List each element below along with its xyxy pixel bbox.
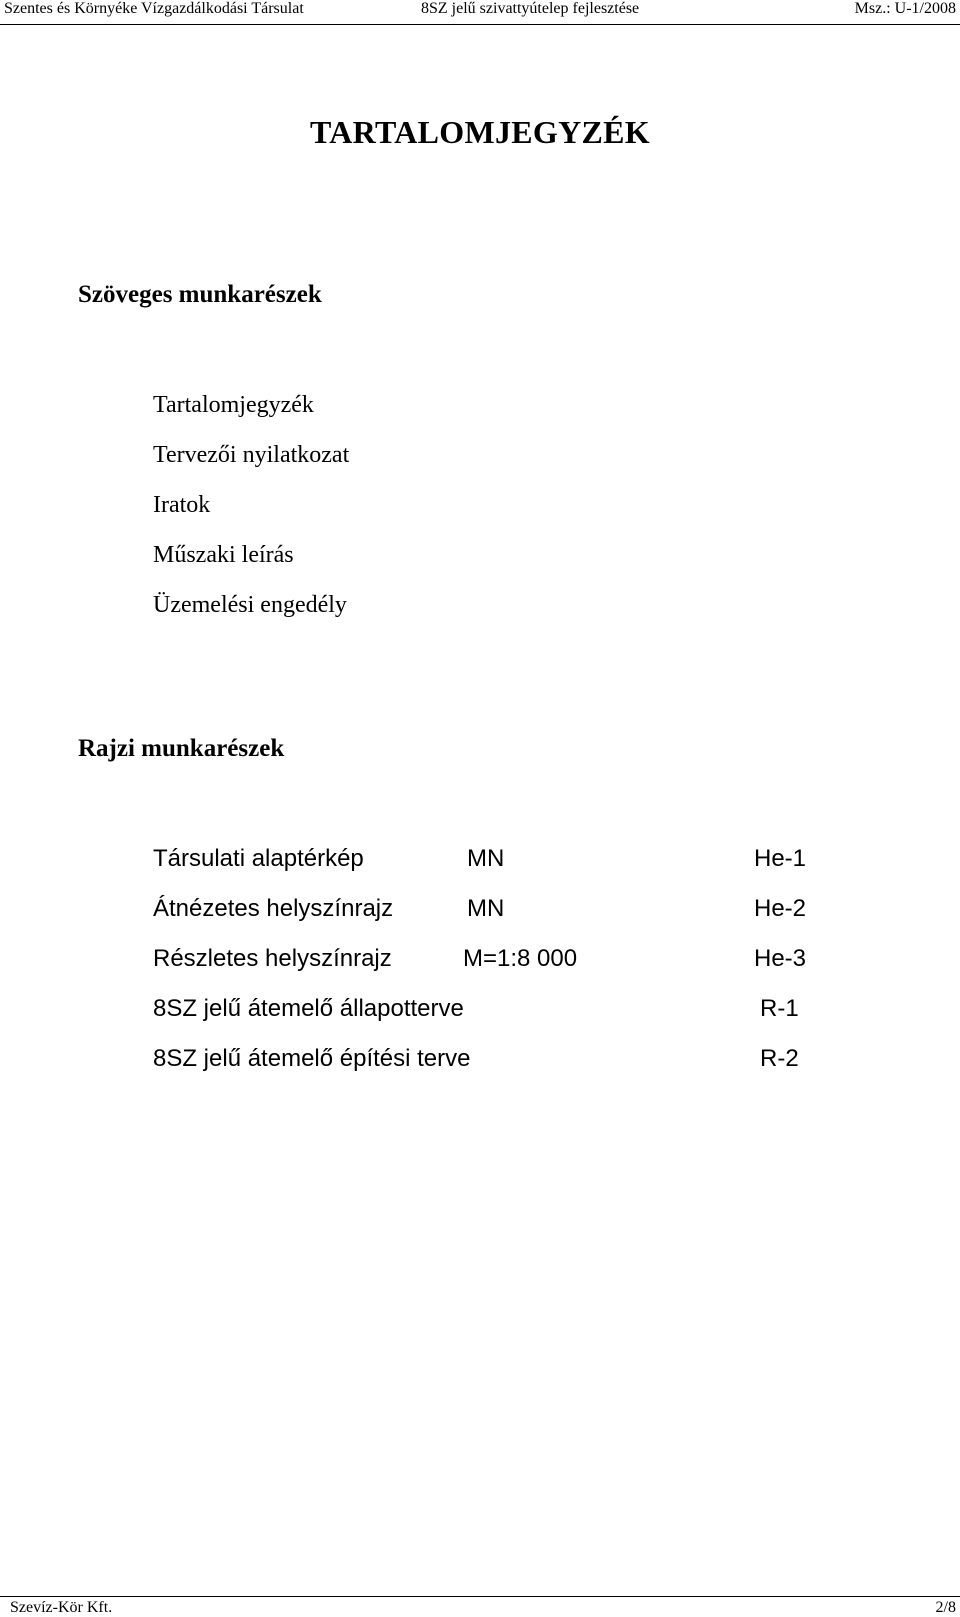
drawing-row <box>0 834 960 884</box>
drawing-row <box>0 934 960 984</box>
footer-page-number: 2/8 <box>935 1599 956 1616</box>
drawing-name: Társulati alaptérkép <box>153 845 364 872</box>
drawing-code: He-1 <box>754 845 807 872</box>
drawing-scale: MN <box>467 895 505 922</box>
page-footer <box>0 1596 960 1617</box>
drawing-row <box>0 984 960 1034</box>
drawing-name: 8SZ jelű átemelő építési terve <box>153 1045 471 1072</box>
drawing-name: Átnézetes helyszínrajz <box>153 895 394 922</box>
list-item: Üzemelési engedély <box>153 592 347 618</box>
drawing-code: R-1 <box>760 995 799 1022</box>
drawing-row <box>0 1034 960 1084</box>
drawing-scale: MN <box>467 845 505 872</box>
list-item: Tartalomjegyzék <box>153 392 314 418</box>
header-project-title: 8SZ jelű szivattyútelep fejlesztése <box>421 0 640 17</box>
drawing-code: He-2 <box>754 895 807 922</box>
footer-company: Szevíz-Kör Kft. <box>10 1599 113 1616</box>
text-section-list <box>153 380 349 630</box>
text-section-heading: Szöveges munkarészek <box>78 281 322 308</box>
drawing-section-heading: Rajzi munkarészek <box>78 735 285 762</box>
drawing-name: 8SZ jelű átemelő állapotterve <box>153 995 464 1022</box>
header-organization: Szentes és Környéke Vízgazdálkodási Társulat <box>4 0 304 17</box>
drawing-row <box>0 884 960 934</box>
drawing-name: Részletes helyszínrajz <box>153 945 392 972</box>
list-item: Műszaki leírás <box>153 542 294 568</box>
drawing-code: R-2 <box>760 1045 799 1072</box>
drawing-code: He-3 <box>754 945 807 972</box>
drawing-scale: M=1:8 000 <box>463 945 578 972</box>
list-item: Iratok <box>153 492 211 518</box>
document-title: TARTALOMJEGYZÉK <box>310 114 650 150</box>
header-document-number: Msz.: U-1/2008 <box>854 0 956 17</box>
list-item: Tervezői nyilatkozat <box>153 442 350 468</box>
drawing-section-list <box>0 834 960 1084</box>
page-header <box>0 0 960 25</box>
